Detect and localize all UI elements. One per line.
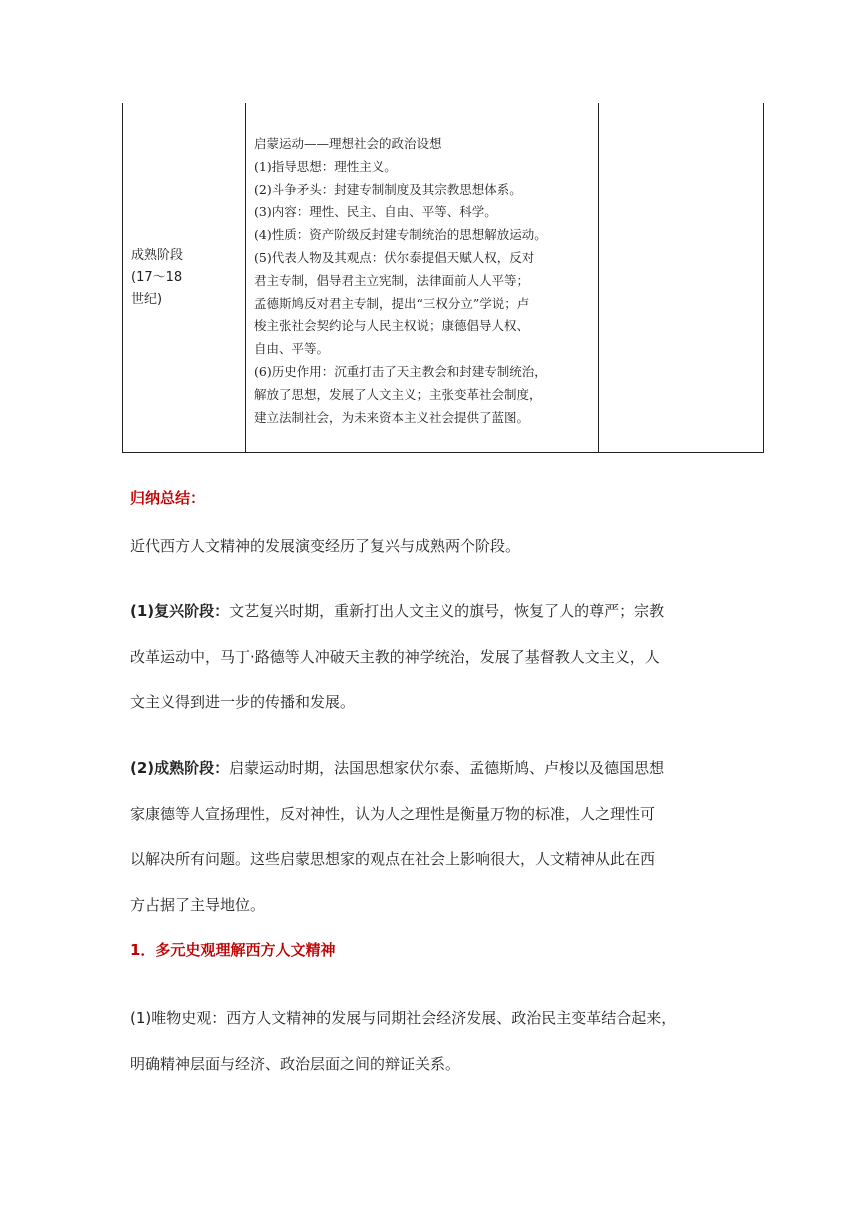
summary-heading: 归纳总结： bbox=[130, 489, 206, 507]
content-line: (5)代表人物及其观点：伏尔泰提倡天赋人权，反对 bbox=[254, 249, 535, 265]
materialism-paragraph bbox=[130, 996, 735, 1087]
mature-line-1 bbox=[130, 746, 735, 792]
history-table bbox=[122, 103, 764, 453]
mature-paragraph bbox=[130, 746, 735, 928]
revival-lead: (1)复兴阶段： bbox=[130, 602, 230, 620]
materialism-line-2: 明确精神层面与经济、政治层面之间的辩证关系。 bbox=[130, 1054, 461, 1073]
content-line: (4)性质：资产阶级反封建专制统治的思想解放运动。 bbox=[254, 227, 547, 243]
revival-line-2: 改革运动中，马丁·路德等人冲破天主教的神学统治，发展了基督教人文主义，人 bbox=[130, 647, 660, 666]
stage-period-line2: 世纪) bbox=[131, 292, 163, 307]
content-line: 君主专制，倡导君主立宪制，法律面前人人平等； bbox=[254, 272, 530, 288]
content-line: (3)内容：理性、民主、自由、平等、科学。 bbox=[254, 204, 497, 220]
content-line: 孟德斯鸠反对君主专制，提出“三权分立”学说；卢 bbox=[254, 295, 530, 311]
mature-line-3: 以解决所有问题。这些启蒙思想家的观点在社会上影响很大，人文精神从此在西 bbox=[130, 850, 656, 868]
content-line: (1)指导思想：理性主义。 bbox=[254, 158, 397, 174]
content-text bbox=[254, 133, 594, 429]
stage-name: 成熟阶段 bbox=[131, 248, 184, 263]
mature-lead: (2)成熟阶段： bbox=[130, 759, 230, 777]
mature-line-2: 家康德等人宣扬理性，反对神性，认为人之理性是衡量万物的标准，人之理性可 bbox=[130, 804, 656, 823]
mature-text-1: 启蒙运动时期，法国思想家伏尔泰、孟德斯鸠、卢梭以及德国思想 bbox=[229, 759, 665, 777]
content-line: 启蒙运动——理想社会的政治设想 bbox=[254, 136, 442, 151]
content-line: 梭主张社会契约论与人民主权说；康德倡导人权、 bbox=[254, 318, 530, 334]
stage-cell bbox=[123, 103, 246, 452]
stage-period-line1: (17～18 bbox=[131, 270, 183, 285]
content-line: (2)斗争矛头：封建专制制度及其宗教思想体系。 bbox=[254, 181, 522, 197]
revival-paragraph bbox=[130, 589, 735, 726]
content-cell bbox=[246, 103, 599, 452]
content-line: 自由、平等。 bbox=[254, 341, 330, 357]
empty-cell bbox=[599, 103, 763, 452]
section-heading: 1．多元史观理解西方人文精神 bbox=[130, 941, 336, 959]
summary-intro bbox=[130, 524, 735, 570]
content-line: 解放了思想，发展了人文主义；主张变革社会制度， bbox=[254, 386, 542, 402]
materialism-line-1: (1)唯物史观：西方人文精神的发展与同期社会经济发展、政治民主变革结合起来， bbox=[130, 1009, 677, 1027]
revival-line-3: 文主义得到进一步的传播和发展。 bbox=[130, 693, 356, 711]
mature-line-4: 方占据了主导地位。 bbox=[130, 895, 266, 914]
content-line: (6)历史作用：沉重打击了天主教会和封建专制统治， bbox=[254, 363, 547, 379]
summary-intro-text: 近代西方人文精神的发展演变经历了复兴与成熟两个阶段。 bbox=[130, 537, 521, 555]
content-line: 建立法制社会，为未来资本主义社会提供了蓝图。 bbox=[254, 409, 530, 425]
revival-line-1 bbox=[130, 589, 735, 635]
stage-label bbox=[131, 245, 231, 311]
revival-text-1: 文艺复兴时期，重新打出人文主义的旗号，恢复了人的尊严；宗教 bbox=[229, 602, 665, 620]
